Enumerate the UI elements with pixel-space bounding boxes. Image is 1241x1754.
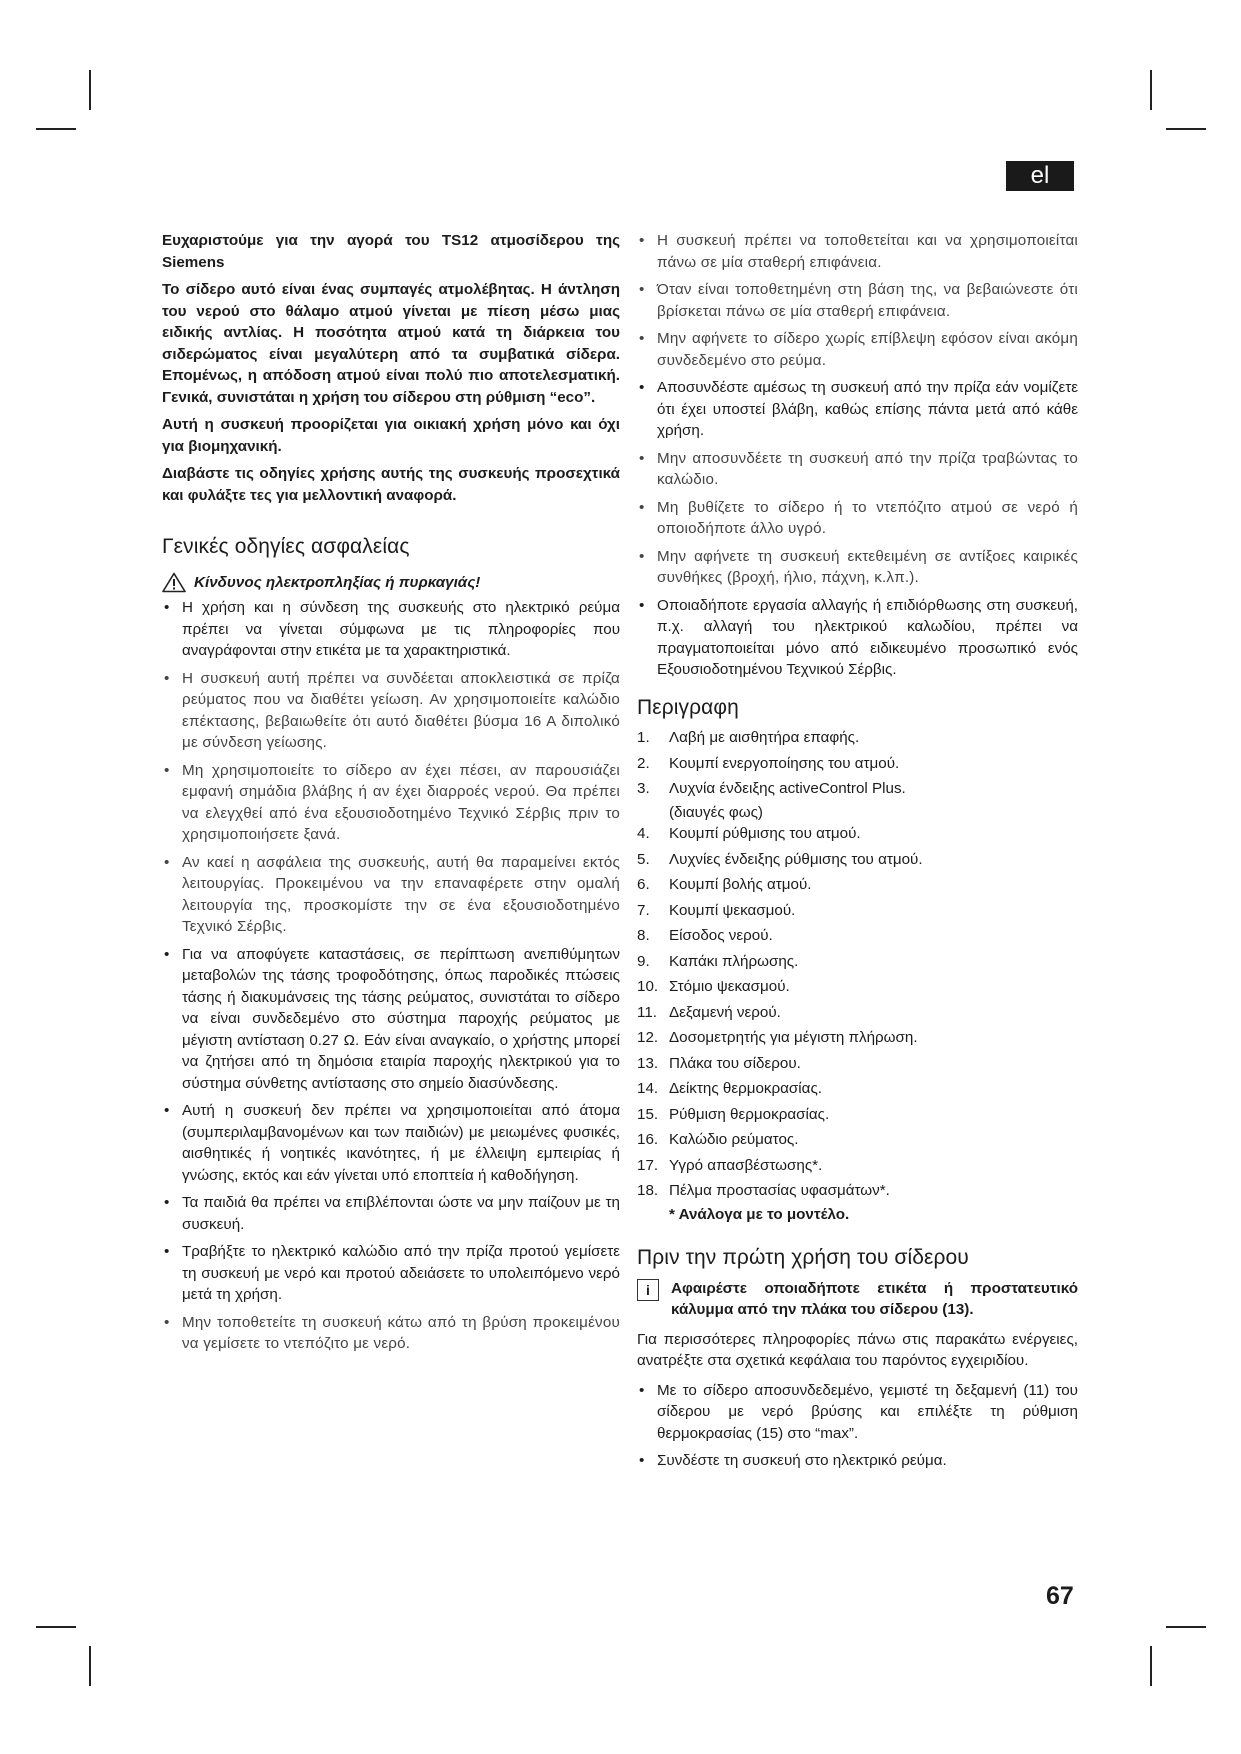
item-text: Πλάκα του σίδερου.	[669, 1054, 801, 1072]
item-text: Δοσομετρητής για μέγιστη πλήρωση.	[669, 1029, 918, 1046]
first-use-list	[637, 1380, 1078, 1472]
item-number: 8.	[637, 927, 650, 944]
intro	[162, 230, 620, 506]
info-icon: i	[637, 1279, 659, 1301]
list-item: • Η συσκευή πρέπει να τοποθετείται και να χρησιμοποιείται πάνω σε μία σταθερή επιφάνεια.	[637, 230, 1078, 273]
list-item: • Μην τοποθετείτε τη συσκευή κάτω από τη βρύση προκειμένου να γεμίσετε το ντεπόζιτο με νερό.	[162, 1312, 620, 1355]
item-number: 13.	[637, 1054, 659, 1072]
item-number: 15.	[637, 1105, 659, 1123]
list-item: • Τραβήξτε το ηλεκτρικό καλώδιο από την πρίζα προτού γεμίσετε τη συσκευή με νερό και προτού αδειάσετε το υπολειπόμενο νερό μετά τη χρήση.	[162, 1241, 620, 1306]
list-item: • Αν καεί η ασφάλεια της συσκευής, αυτή θα παραμείνει εκτός λειτουργίας. Προκειμένου να την επαναφέρετε στην ομαλή λειτουργία της, προσκομίστε την σε ένα εξουσιοδοτημένο Τεχνικό Σέρβις.	[162, 852, 620, 938]
list-item: • Αυτή η συσκευή δεν πρέπει να χρησιμοποιείται από άτομα (συμπεριλαμβανομένων και των παιδιών) με μειωμένες φυσικές, αισθητικές ή νοητικές ικανότητες, ή με έλλειψη εμπειρίας ή γνώσης, εκτός και εάν γίνεται υπό εποπτεία ή καθοδήγηση.	[162, 1100, 620, 1186]
list-item: • Η χρήση και η σύνδεση της συσκευής στο ηλεκτρικό ρεύμα πρέπει να γίνεται σύμφωνα με τις πληροφορίες που αναγράφονται στην ετικέτα με τα χαρακτηριστικά.	[162, 597, 620, 662]
description-item	[637, 900, 1078, 922]
item-number: 16.	[637, 1131, 659, 1148]
item-number: 1.	[637, 729, 650, 746]
description-item	[637, 925, 1078, 947]
crop-mark	[1150, 1646, 1152, 1686]
first-use-text: Για περισσότερες πληροφορίες πάνω στις παρακάτω ενέργειες, ανατρέξτε στα σχετικά κεφάλαια του παρόντος εγχειριδίου.	[637, 1330, 1078, 1369]
item-number: 2.	[637, 754, 650, 772]
item-number: 12.	[637, 1029, 659, 1046]
item-number: 6.	[637, 876, 650, 893]
item-text: Λυχνία ένδειξης activeControl Plus.	[669, 780, 906, 797]
safety-list-left	[162, 597, 620, 1355]
item-number: 14.	[637, 1080, 659, 1097]
crop-mark	[1166, 128, 1206, 130]
list-item: • Όταν είναι τοποθετημένη στη βάση της, να βεβαιώνεστε ότι βρίσκεται πάνω σε μία σταθερή επιφάνεια.	[637, 279, 1078, 322]
list-item: • Η συσκευή αυτή πρέπει να συνδέεται αποκλειστικά σε πρίζα ρεύματος που να διαθέτει γείωση. Αν χρησιμοποιείτε καλώδιο επέκτασης, βεβαιωθείτε ότι αυτό διαθέτει βύσμα 16 Α διπολικό με σύνδεση γείωσης.	[162, 668, 620, 754]
left-column	[162, 230, 620, 1361]
item-text: Είσοδος νερού.	[669, 927, 773, 944]
item-number: 10.	[637, 978, 659, 995]
intro-paragraph: Το σίδερο αυτό είναι ένας συμπαγές ατμολέβητας. Η άντληση του νερού στο θάλαμο ατμού γίνεται με πίεση μέσω μιας ειδικής αντλίας. Η ποσότητα ατμού κατά τη διάρκεια του σιδερώματος είναι μεγαλύτερη από τα συμβατικά σίδερα. Επομένως, η απόδοση ατμού είναι πολύ πιο αποτελεσματική. Γενικά, συνιστάται η χρήση του σίδερου στη ρύθμιση “eco”.	[162, 281, 620, 406]
crop-mark	[89, 70, 91, 110]
item-text: Ρύθμιση θερμοκρασίας.	[669, 1105, 830, 1123]
list-item: • Συνδέστε τη συσκευή στο ηλεκτρικό ρεύμα.	[637, 1450, 1078, 1472]
safety-list-right	[637, 230, 1078, 681]
item-subtext: (διαυγές φως)	[669, 803, 763, 821]
item-number: 17.	[637, 1156, 659, 1174]
list-item: • Με το σίδερο αποσυνδεδεμένο, γεμιστέ τη δεξαμενή (11) του σίδερου με νερό βρύσης και επιλέξτε τη ρύθμιση θερμοκρασίας (15) στο “max”.	[637, 1380, 1078, 1445]
item-text: Κουμπί ψεκασμού.	[669, 901, 796, 919]
item-number: 3.	[637, 780, 650, 797]
description-item	[637, 753, 1078, 775]
item-number: 5.	[637, 850, 650, 868]
item-text: Πέλμα προστασίας υφασμάτων*.	[669, 1182, 890, 1199]
description-item	[637, 823, 1078, 845]
info-text: Αφαιρέστε οποιαδήποτε ετικέτα ή προστατευτικό κάλυμμα από την πλάκα του σίδερου (13).	[671, 1279, 1078, 1318]
safety-heading: Γενικές οδηγίες ασφαλείας	[162, 535, 410, 558]
item-text: Κουμπί ρύθμισης του ατμού.	[669, 825, 861, 842]
warning-line	[162, 572, 620, 594]
list-item: • Μην αφήνετε τη συσκευή εκτεθειμένη σε αντίξοες καιρικές συνθήκες (βροχή, ήλιο, πάχνη, κ.λπ.).	[637, 546, 1078, 589]
description-item	[637, 1002, 1078, 1024]
list-item: • Μην αφήνετε το σίδερο χωρίς επίβλεψη εφόσον είναι ακόμη συνδεδεμένο στο ρεύμα.	[637, 328, 1078, 371]
crop-mark	[1166, 1626, 1206, 1628]
intro-paragraph: Ευχαριστούμε για την αγορά του TS12 ατμοσίδερου της Siemens	[162, 232, 620, 271]
description-item	[637, 874, 1078, 896]
warning-text: Κίνδυνος ηλεκτροπληξίας ή πυρκαγιάς!	[194, 573, 481, 591]
list-item: • Αποσυνδέστε αμέσως τη συσκευή από την πρίζα εάν νομίζετε ότι έχει υποστεί βλάβη, καθώς επίσης πάντα μετά από κάθε χρήση.	[637, 377, 1078, 442]
item-text: Καλώδιο ρεύματος.	[669, 1131, 799, 1148]
warning-triangle-icon	[162, 572, 186, 593]
description-item	[637, 1078, 1078, 1100]
item-number: 9.	[637, 952, 650, 970]
model-note: * Ανάλογα με το μοντέλο.	[669, 1205, 850, 1223]
item-text: Δεξαμενή νερού.	[669, 1003, 781, 1021]
crop-mark	[89, 1646, 91, 1686]
list-item: • Οποιαδήποτε εργασία αλλαγής ή επιδιόρθωσης στη συσκευή, π.χ. αλλαγή του ηλεκτρικού καλωδίου, πρέπει να πραγματοποιείται μόνο από ειδικευμένο προσωπικό ενός Εξουσιοδοτημένου Τεχνικού Σέρβις.	[637, 595, 1078, 681]
item-text: Στόμιο ψεκασμού.	[669, 978, 790, 995]
description-heading: Περιγραφη	[637, 695, 739, 719]
list-item: • Μη βυθίζετε το σίδερο ή το ντεπόζιτο ατμού σε νερό ή οποιοδήποτε άλλο υγρό.	[637, 497, 1078, 540]
description-list	[637, 727, 1078, 1202]
item-text: Κουμπί ενεργοποίησης του ατμού.	[669, 754, 900, 772]
description-item	[637, 1129, 1078, 1151]
description-item	[637, 849, 1078, 871]
description-item	[637, 1155, 1078, 1177]
description-item	[637, 727, 1078, 749]
intro-paragraph: Διαβάστε τις οδηγίες χρήσης αυτής της συσκευής προσεχτικά και φυλάξτε τες για μελλοντική αναφορά.	[162, 465, 620, 504]
crop-mark	[1150, 70, 1152, 110]
right-column	[637, 230, 1078, 1478]
list-item: • Μην αποσυνδέετε τη συσκευή από την πρίζα τραβώντας το καλώδιο.	[637, 448, 1078, 491]
description-item	[637, 951, 1078, 973]
item-text: Λυχνίες ένδειξης ρύθμισης του ατμού.	[669, 850, 923, 868]
item-number: 11.	[637, 1003, 657, 1021]
item-number: 18.	[637, 1182, 659, 1199]
language-badge: el	[1006, 161, 1074, 191]
item-text: Κουμπί βολής ατμού.	[669, 876, 812, 893]
item-number: 4.	[637, 825, 650, 842]
first-use-heading: Πριν την πρώτη χρήση του σίδερου	[637, 1246, 969, 1269]
description-item	[637, 1053, 1078, 1075]
description-item	[637, 1180, 1078, 1202]
list-item: • Μη χρησιμοποιείτε το σίδερο αν έχει πέσει, αν παρουσιάζει εμφανή σημάδια βλάβης ή αν έχει διαρροές νερού. Θα πρέπει να ελεγχθεί από ένα εξουσιοδοτημένο Τεχνικό Σέρβις πριν το χρησιμοποιήσετε ξανά.	[162, 760, 620, 846]
description-item	[637, 1027, 1078, 1049]
intro-paragraph: Αυτή η συσκευή προορίζεται για οικιακή χρήση μόνο και όχι για βιομηχανική.	[162, 416, 620, 455]
info-notice	[637, 1278, 1078, 1321]
crop-mark	[36, 128, 76, 130]
list-item: • Τα παιδιά θα πρέπει να επιβλέπονται ώστε να μην παίζουν με τη συσκευή.	[162, 1192, 620, 1235]
list-item: • Για να αποφύγετε καταστάσεις, σε περίπτωση ανεπιθύμητων μεταβολών της τάσης τροφοδότησης, όπως παροδικές πτώσεις τάσης ή διακυμάνσεις της τάσης ρεύματος, συνιστάται το σίδερο να είναι συνδεδεμένο στο σύστημα παροχής ρεύματος με μέγιστη αντίσταση 0.27 Ω. Εάν είναι αναγκαίο, ο χρήστης μπορεί να ζητήσει από τη δημόσια εταιρία παροχής ηλεκτρικού για το σύστημα σύνθετης αντίστασης στο σημείο διασύνδεσης.	[162, 944, 620, 1095]
description-item	[637, 778, 1078, 800]
item-text: Δείκτης θερμοκρασίας.	[669, 1080, 823, 1097]
item-text: Καπάκι πλήρωσης.	[669, 952, 799, 970]
item-text: Υγρό απασβέστωσης*.	[669, 1156, 823, 1174]
description-item	[637, 976, 1078, 998]
page-number: 67	[1046, 1582, 1074, 1610]
item-number: 7.	[637, 901, 650, 919]
item-text: Λαβή με αισθητήρα επαφής.	[669, 729, 860, 746]
description-item	[637, 1104, 1078, 1126]
crop-mark	[36, 1626, 76, 1628]
